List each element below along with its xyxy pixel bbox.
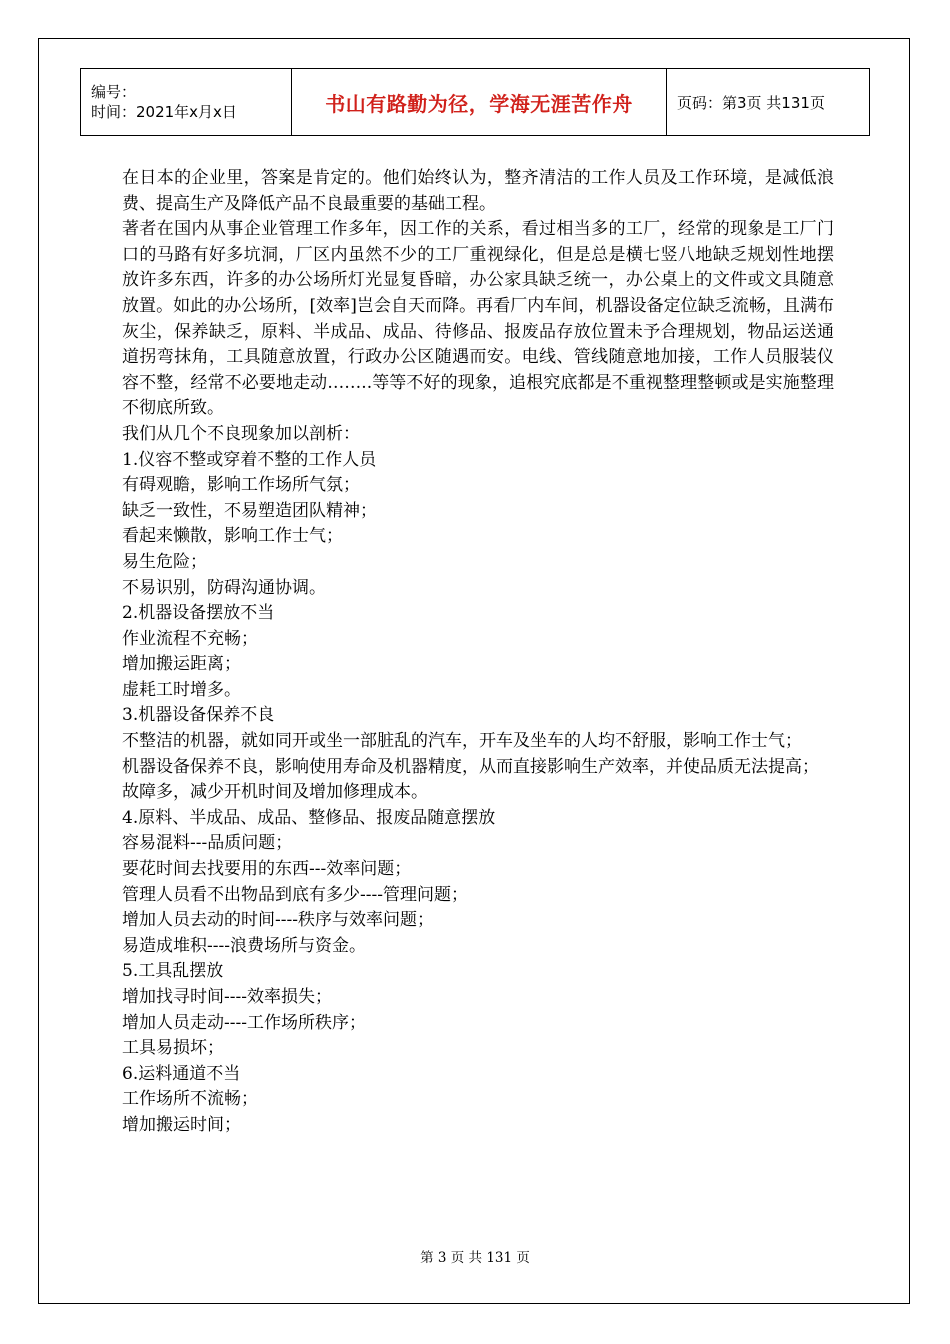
list-heading: 4.原料、半成品、成品、整修品、报废品随意摆放 <box>122 807 496 828</box>
list-item: 增加搬运时间； <box>122 1114 241 1135</box>
header-table <box>80 68 870 136</box>
list-item: 工具易损坏； <box>122 1038 224 1059</box>
page-footer: 第 3 页 共 131 页 <box>420 1250 530 1266</box>
list-heading: 2.机器设备摆放不当 <box>122 603 275 624</box>
list-heading: 1.仪容不整或穿着不整的工作人员 <box>122 449 377 470</box>
list-item: 不整洁的机器，就如同开或坐一部脏乱的汽车，开车及坐车的人均不舒服，影响工作士气； <box>122 731 802 752</box>
list-item: 要花时间去找要用的东西---效率问题； <box>122 859 412 880</box>
list-item: 管理人员看不出物品到底有多少----管理问题； <box>122 884 468 905</box>
header-motto: 书山有路勤为径，学海无涯苦作舟 <box>292 69 667 136</box>
paragraph: 著者在国内从事企业管理工作多年，因工作的关系，看过相当多的工厂，经常的现象是工厂门口的马路有好多坑洞，厂区内虽然不少的工厂重视绿化，但是总是横七竖八地缺乏规划性地摆放许多东西，许多的办公场所灯光显复昏暗，办公家具缺乏统一，办公桌上的文件或文具随意放置。如此的办公场所，[效率]岂会自天而降。再看厂内车间，机器设备定位缺乏流畅，且满布灰尘，保养缺乏，原料、半成品、成品、待修品、报废品存放位置未予合理规划，物品运送通道拐弯抹角，工具随意放置，行政办公区随遇而安。电线、管线随意地加接，工作人员服装仪容不整，经常不必要地走动……..等等不好的现象，追根究底都是不重视整理整顿或是实施整理不彻底所致。 <box>122 219 834 419</box>
list-heading: 5.工具乱摆放 <box>122 961 224 982</box>
paragraph: 我们从几个不良现象加以剖析： <box>122 423 360 444</box>
list-item: 易生危险； <box>122 551 207 572</box>
header-meta <box>81 69 292 136</box>
list-heading: 3.机器设备保养不良 <box>122 705 275 726</box>
list-item: 虚耗工时增多。 <box>122 679 241 700</box>
list-item: 增加人员去动的时间----秩序与效率问题； <box>122 910 434 931</box>
list-item: 作业流程不充畅； <box>122 628 258 649</box>
list-item: 机器设备保养不良，影响使用寿命及机器精度，从而直接影响生产效率，并使品质无法提高； <box>122 756 819 777</box>
list-item: 容易混料---品质问题； <box>122 833 293 854</box>
header-page-info: 页码：第3页 共131页 <box>667 69 870 136</box>
list-item: 易造成堆积----浪费场所与资金。 <box>122 935 366 956</box>
code-label: 编号： <box>91 83 137 101</box>
list-item: 故障多，减少开机时间及增加修理成本。 <box>122 782 428 803</box>
list-item: 不易识别，防碍沟通协调。 <box>122 577 326 598</box>
paragraph: 在日本的企业里，答案是肯定的。他们始终认为，整齐清洁的工作人员及工作环境，是减低浪费、提高生产及降低产品不良最重要的基础工程。 <box>122 168 834 214</box>
document-body <box>122 166 834 1139</box>
list-item: 增加人员走动----工作场所秩序； <box>122 1012 366 1033</box>
list-heading: 6.运料通道不当 <box>122 1063 241 1084</box>
list-item: 增加搬运距离； <box>122 654 241 675</box>
list-item: 增加找寻时间----效率损失； <box>122 987 332 1007</box>
date-label: 时间：2021年x月x日 <box>91 103 237 121</box>
list-item: 工作场所不流畅； <box>122 1089 258 1110</box>
list-item: 有碍观瞻，影响工作场所气氛； <box>122 475 360 496</box>
list-item: 看起来懒散，影响工作士气； <box>122 526 343 547</box>
list-item: 缺乏一致性，不易塑造团队精神； <box>122 500 377 521</box>
